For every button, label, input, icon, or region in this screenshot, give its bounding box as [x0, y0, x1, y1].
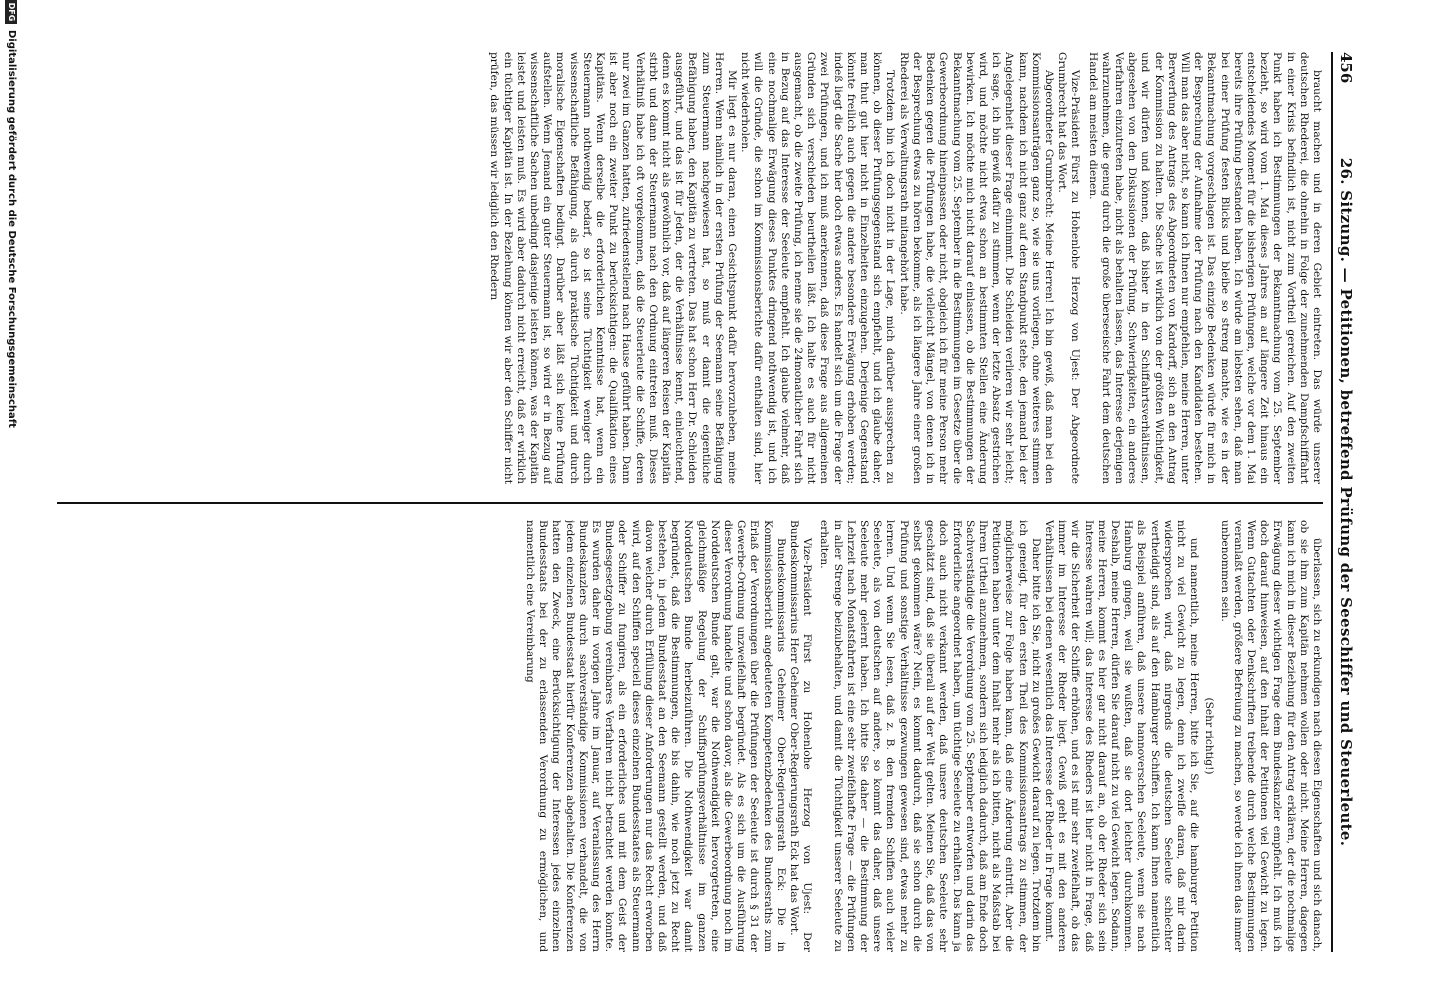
paragraph: überlassen, sich zu erkundigen nach diesen Eigenschaften und sich danach, ob sie ihm zum Kapitän nehmen wollen oder nicht. Meine Herren, dagegen kann ich mich in dieser Beziehung für den Antrag erklären, der die nochmalige Erwägung dieser wichtigen Frage dem Bundeskanzler empfiehlt. Ich muß ich doch darauf hinweisen, auf den Inhalt der Petitionen viel Gewicht zu legen. Wenn Gutachten oder Denkschriften treibende durch welche Bestimmungen veranlaßt werden, größere Befreiung zu machen, so werde ich ihnen das immer unbenommen sein.	[1218, 520, 1323, 952]
text-column-left	[63, 52, 1323, 484]
interjection: (Sehr richtig!)	[1203, 697, 1216, 775]
page-number: 456	[1337, 52, 1355, 84]
paragraph: Bundeskommissarius Geheimer Ober-Regierungsrath Eck: Die in Kommissionsbericht angedeuteten Kompetenzbedenken des Bundesraths zum Erlaß der Verordnungen über die Prüfungen der Seeleute ist durch § 31 der Gewerbe-Ordnung unzweifelhaft begründet. Als es sich um die Ausführung dieser Verordnung handelte und schon davor, als die Gewerbeordnung noch im Norddeutschen Bunde galt, war die Nothwendigkeit hervorgetreten, eine gleichmäßige Regelung der Schiffsprüfungsverhältnisse im ganzen Norddeutschen Bunde herbeizuführen. Die Nothwendigkeit war damit begründet, daß die Bestimmungen, die bis dahin, wie noch jetzt zu Recht bestehen, in jedem Bundesstaat an den Seemann gestellt werden, und daß davon welcher durch Erfüllung dieser Anforderungen nur das Recht erworben wird, auf den Schiffen speciell dieses einzelnen Bundesstaates als Steuermann oder Schiffer zu fungiren, als ein erforderliches und mit dem Geist der Bundesgesetzgebung vereinbares Verfahren nicht betrachtet werden konnte. Es wurden daher in vorigen Jahre im Januar, auf Veranlassung des Herrn Bundeskanzlers durch sachverständige Kommissionen verhandelt, die von jedem einzelnen Bundesstaat hierfür Konferenzen abgehalten. Die Konferenzen hatten den Zweck, eine Berücksichtigung der Interessen jedes einzelnen Bundesstaats bei der zu erlassenden Verordnung zu ermöglichen, und namentlich eine Vereinbarung	[524, 520, 787, 952]
footer-credit: Digitalisierung gefördert durch die Deutsche Forschungsgemeinschaft	[6, 30, 17, 428]
paragraph: Mir liegt es nur daran, einen Gesichtspunkt dafür hervorzuheben, meine Herren. Wenn nämlich in der ersten Prüfung der Seemann seine Befähigung zum Steuermann nachgewiesen hat, so muß er damit die eigentliche Befähigung haben, den Kapitän zu vertreten. Das hat schon Herr Dr. Schleiden ausgeführt, und das ist für Jeden, der die Verhältnisse kennt, einleuchtend, denn es kommt nicht als gewöhnlich vor, daß auf längeren Reisen der Kapitän stirbt und dann der Steuermann nach den Ordnung eintreten muß. Dieses Verhältniß habe ich oft vorgekommen, daß die Steuerleute die Schiffe, deren nur zwei im Ganzen hatten, zufriedenstellend nach Hause geführt haben. Dann ist aber noch ein zweiter Punkt zu berücksichtigen: die Qualifikation eines Kapitäns. Wenn derselbe die erforderlichen Kenntnisse hat, wenn ein Steuermann nothwendig bedarf, so ist seine Tüchtigkeit weniger durch wissenschaftliche Befähigung, als durch praktische Tüchtigkeit und durch moralische Eigenschaften bedingt. Darüber aber läßt sich keine Prüfung aufstellen. Wenn Jemand ein guter Steuermann ist, so wird er in Bezug auf wissenschaftliche Sachen unbedingt dasjenige leisten können, was der Kapitän leistet und leisten muß. Es wird aber dadurch nicht erreicht, daß er wirklich ein tüchtiger Kapitän ist. In der Beziehung können wir aber den Schiffer nicht prüfen, das müssen wir lediglich den Rhedern	[488, 52, 739, 484]
page-header	[1331, 52, 1357, 952]
column-divider	[57, 502, 1323, 504]
paragraph: und namentlich, meine Herren, bitte ich Sie, auf die hamburger Petition nicht zu viel Gewicht zu legen, denn ich zweifle daran, daß mir darin widersprochen wird, daß nirgends die deutschen Seeleute schlechter vertheidigt sind, als auf den Hamburger Schiffen. Ich kann Ihnen namentlich als Beispiel anführen, daß unsere hannoverschen Seeleute, wenn sie nach Hamburg gingen, weil sie wußten, daß sie dort leichter durchkommen. Deshalb, meine Herren, dürfen Sie darauf nicht zu viel Gewicht legen. Sodann, meine Herren, kommt es hier gar nicht darauf an, ob der Rheder sich sein Interesse wahren will; das Interesse des Rheders ist hier nicht in Frage, daß wir die Sicherheit der Schiffe erhöhen, und es ist mir sehr zweifelhaft, ob das immer im Interesse der Rheder liegt. Gewiß geht es mit den anderen Verhältnissen bei denen wesentlich das Interesse der Rheder in Frage kommt.	[1042, 520, 1201, 952]
digitization-footer	[2, 0, 18, 1000]
speaker-announcement: Vize-Präsident Fürst zu Hohenlohe Herzog von Ujest: Der Abgeordnete Grumbrecht hat das Wort.	[1056, 52, 1082, 484]
document-page	[57, 52, 1357, 952]
paragraph: Abgeordneter Grumbrecht: Meine Herren! Ich bin gewiß, daß man bei den Kommissionsanträgen ganz so, wie sie uns vorliegen, ohne weiteres stimmen kann, nachdem ich nicht ganz auf dem Standpunkt stehe, den jemand bei der Angelegenheit dieser Frage einnimmt. Die Schleiden verlieren wir sehr leicht; ich sage, ich bin gewiß dafür zu stimmen, wenn der letzte Absatz gestrichen wird, und möchte nicht etwa schon an bestimmten Stellen eine Änderung bewirken. Ich möchte mich nicht darauf einlassen, ob die Bestimmungen der Bekanntmachung vom 25. September in die Bestimmungen im Gesetze über die Gewerbeordnung hineinpassen oder nicht, obgleich ich für meine Person mehr Bedenken gegen die Prüfungen habe, die vielleicht Mängel, von denen ich in der Besprechung etwas zu hören bekomme, als ich längere Jahre einer großen Rhederei als Verwaltungsrath mitangehört habe.	[897, 52, 1055, 484]
dfg-logo: DFG	[5, 0, 17, 24]
paragraph: braucht machen und in deren Gebiet eintreten. Das würde unserer deutschen Rhederei, die ohnehin in Folge der zunehmenden Dampfschifffahrt in einer Krisis befindlich ist, nicht zum Vortheil gereichen. Auf den zweiten Punkt haben ich Bestimmungen der Bekanntmachung vom 25. September bezieht, so wird vom 1. Mai dieses Jahres an auf längere Zeit hinaus ein entscheidendes Moment für die bisherigen Prüfungen, welche vor dem 1. Mai bereits ihre Prüfung bestanden haben. Ich würde am liebsten sehen, daß man bei einer Prüfung festen Blicks und bleibe so streng machte, wie es in der Bekanntmachung vorgeschlagen ist. Das einzige Bedenken würde für mich in der Besprechung der Aufnahme der Prüfung nach den Kandidaten bestehen. Will man das aber nicht, so kann ich Ihnen nur empfehlen, meine Herren, unter Berwerfung des Antrags des Abgeordneten von Kardorff, sich an den Antrag der Kommission zu halten. Die Sache ist wirklich von der größten Wichtigkeit, und wir dürfen und können, daß bisher in den Schiffahrtsverhältnissen, abgesehen von den Diskussionen der Prüfung, Schwierigkeiten, ein anderes Verfahren einzutreten habe, nicht als behalten lassen, das Interesse derjenigen wahrzunehmen, die genug durch die große überseeische Fahrt dem deutschen Handel am meisten dienen.	[1086, 52, 1323, 484]
page-title: 26. Sitzung. — Petitionen, betreffend Prüfung der Seeschiffer und Steuerleute.	[1337, 157, 1355, 847]
paragraph: Trotzdem bin ich doch nicht in der Lage, mich darüber aussprechen zu können, ob dieser Prüfungsgegenstand sich empfiehlt, und ich glaube daher, man thut gut hier nicht in Einzelheiten einzugehen. Derjenige Gegenstand könnte freilich auch gegen die andere besondere Erwägung erhoben werden; indeß liegt die Sache hier doch etwas anders. Es handelt sich um die Frage der zwei Prüfungen, und ich muß anerkennen, daß diese Frage aus allgemeinen Gründen sich verschieden beurtheilen läßt. Ich halte es auch für nicht ausgemacht, ob die zweite Prüfung, ich nenne sie die 24monatlicher Fahrt sich in Bezug auf das Interesse der Seeleute empfiehlt. Ich glaube vielmehr, daß eine nochmalige Erwägung dieses Punktes dringend nothwendig ist, und ich will die Gründe, die schon im Kommissionsberichte dafür enthalten sind, hier nicht wiederholen.	[739, 52, 897, 484]
paragraph: Daher bitte ich Sie, nicht zu großes Gewicht darauf zu legen. Trotzdem bin ich geneigt, für den ersten Theil des Kommissionsantrags zu stimmen, der möglicherweise zur Folge haben kann, daß eine Änderung eintritt. Aber die Petitionen haben unter dem Inhalt mehr als ich bitten, nicht als Maßstab bei Ihrem Urtheil anzunehmen, sondern sich lediglich dadurch, daß am Ende doch Sachverständige die Verordnung vom 25. September entworfen und darin das Erforderliche angeordnet haben, um tüchtige Seeleute zu erhalten. Das kann ja doch auch nicht verkannt werden, daß unsere deutschen Seeleute sehr geschätzt sind, daß sie überall auf der Welt gelten. Meinen Sie, daß das von selbst gekommen wäre? Nein, es kommt dadurch, daß sie schon durch die Prüfung und sonstige Verhältnisse gezwungen gewesen sind, etwas mehr zu lernen. Und wenn Sie lesen, daß z. B. den fremden Schiffen auch vieler Seeleute, als von deutschen auf andere, so kommt das daher, daß unsere Seeleute mehr gelernt haben. Ich bitte Sie daher — die Bestimmung der Lehrzeit nach Monatsfahrten ist eine sehr zweifelhafte Frage — die Prüfungen in aller Strenge beizubehalten, und damit die Tüchtigkeit unserer Seeleute zu erhalten.	[818, 520, 1042, 952]
speaker-announcement: Vize-Präsident Fürst zu Hohenlohe Herzog von Ujest: Der Bundeskommissarius Herr Geheimer Ober-Regierungsrath Eck hat das Wort.	[788, 520, 814, 952]
text-column-right	[63, 520, 1323, 952]
